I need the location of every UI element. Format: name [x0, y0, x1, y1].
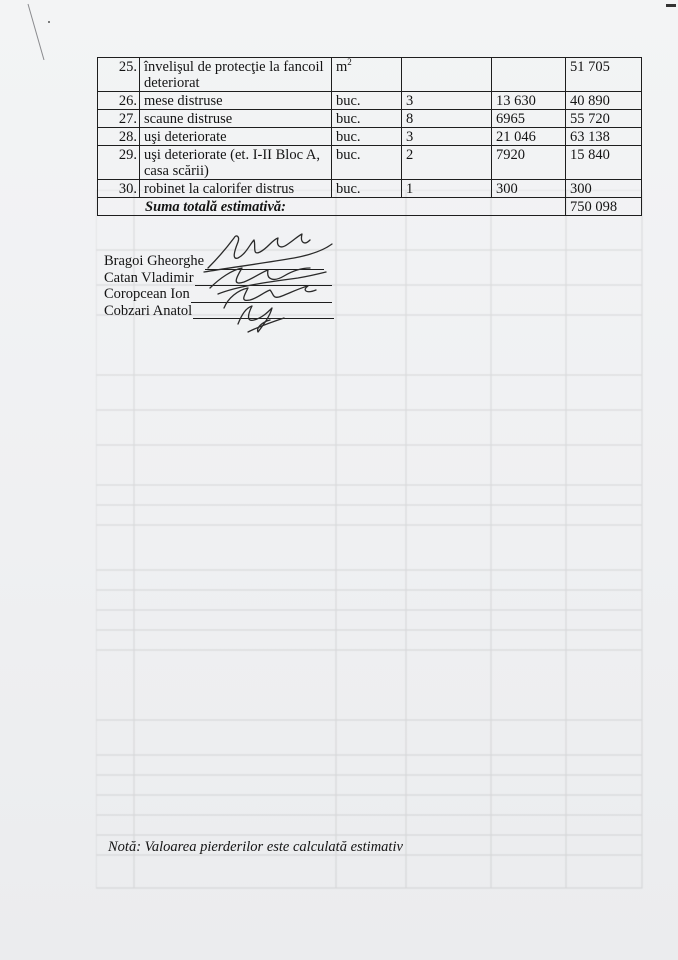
unit-superscript: 2: [347, 57, 352, 68]
item-unit-price: 300: [492, 180, 566, 198]
item-name: robinet la calorifer distrus: [140, 180, 332, 198]
item-quantity: [402, 58, 492, 92]
item-unit-price: 13 630: [492, 92, 566, 110]
table-row: [98, 110, 642, 128]
item-unit-price: 7920: [492, 146, 566, 180]
item-quantity: 1: [402, 180, 492, 198]
item-total: 300: [566, 180, 642, 198]
row-number: 30.: [98, 180, 140, 198]
item-name: uşi deteriorate: [140, 128, 332, 146]
item-unit: buc.: [332, 146, 402, 180]
item-unit: buc.: [332, 110, 402, 128]
row-number: 25.: [98, 58, 140, 92]
table-row: [98, 128, 642, 146]
page-fold-mark: [0, 0, 60, 60]
item-total: 51 705: [566, 58, 642, 92]
row-number: 29.: [98, 146, 140, 180]
signer-name: Bragoi Gheorghe: [104, 253, 204, 269]
item-total: 40 890: [566, 92, 642, 110]
footnote: Notă: Valoarea pierderilor este calculată estimativ: [108, 839, 403, 855]
table-row: [98, 146, 642, 180]
total-row: [98, 198, 642, 216]
table-row: [98, 180, 642, 198]
total-label: Suma totală estimativă:: [98, 198, 566, 216]
item-name: scaune distruse: [140, 110, 332, 128]
row-number: 26.: [98, 92, 140, 110]
row-number: 27.: [98, 110, 140, 128]
item-unit: buc.: [332, 180, 402, 198]
row-number: 28.: [98, 128, 140, 146]
total-value: 750 098: [566, 198, 642, 216]
item-quantity: 3: [402, 92, 492, 110]
signer-name: Catan Vladimir: [104, 269, 194, 286]
item-quantity: 2: [402, 146, 492, 180]
item-unit-price: 21 046: [492, 128, 566, 146]
edge-mark: [666, 4, 676, 7]
item-unit-price: [492, 58, 566, 92]
damage-items-table: [97, 57, 642, 216]
signer-name: Cobzari Anatol: [104, 302, 193, 319]
item-unit: $m^2$: [332, 58, 402, 92]
table-row: [98, 92, 642, 110]
item-total: 63 138: [566, 128, 642, 146]
speck-mark: [48, 21, 50, 23]
item-quantity: 3: [402, 128, 492, 146]
item-name: mese distruse: [140, 92, 332, 110]
item-name: învelişul de protecţie la fancoil deteriorat: [140, 58, 332, 92]
item-unit: buc.: [332, 128, 402, 146]
handwritten-signatures: [198, 228, 344, 338]
item-quantity: 8: [402, 110, 492, 128]
item-name: uşi deteriorate (et. I-II Bloc A, casa scării): [140, 146, 332, 180]
item-unit-price: 6965: [492, 110, 566, 128]
signer-name: Coropcean Ion: [104, 286, 190, 302]
table-row: [98, 58, 642, 92]
item-unit: buc.: [332, 92, 402, 110]
item-total: 55 720: [566, 110, 642, 128]
item-total: 15 840: [566, 146, 642, 180]
